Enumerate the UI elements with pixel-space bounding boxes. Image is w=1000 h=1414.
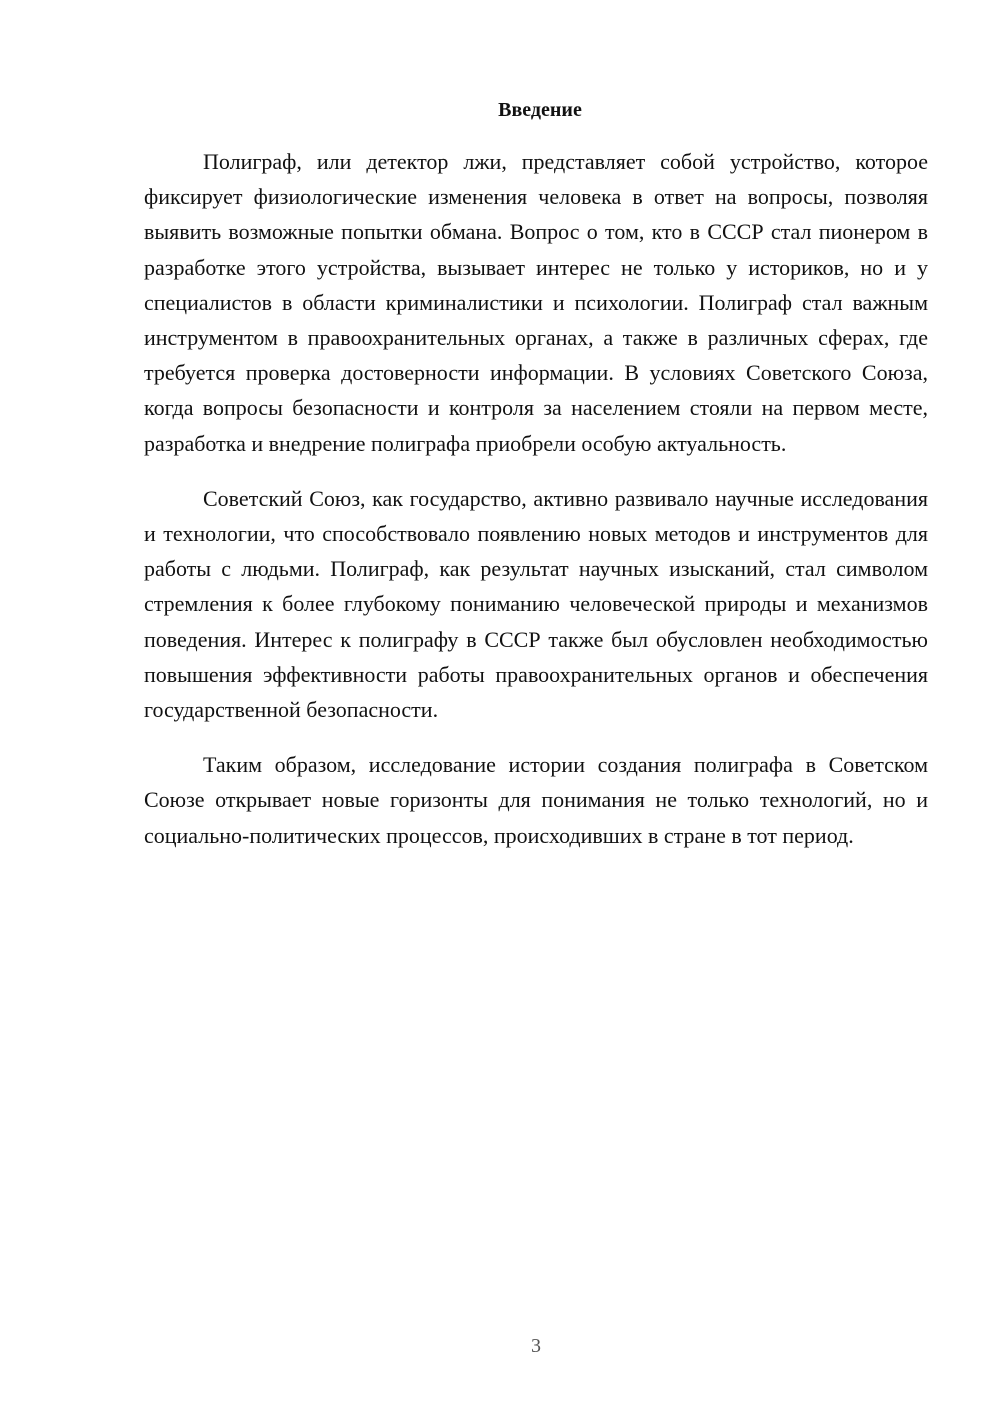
paragraph-3: Таким образом, исследование истории создания полиграфа в Советском Союзе открывает новые горизонты для понимания не только технологий, но и социально-политических процессов, происходивших в стране в тот период. [144, 752, 928, 848]
page-content [144, 96, 928, 873]
paragraph-2: Советский Союз, как государство, активно развивало научные исследования и технологии, что способствовало появлению новых методов и инструментов для работы с людьми. Полиграф, как результат научных изысканий, стал символом стремления к более глубокому пониманию человеческой природы и механизмов поведения. Интерес к полиграфу в СССР также был обусловлен необходимостью повышения эффективности работы правоохранительных органов и обеспечения государственной безопасности. [144, 485, 928, 723]
paragraph-1: Полиграф, или детектор лжи, представляет собой устройство, которое фиксирует физиологические изменения человека в ответ на вопросы, позволяя выявить возможные попытки обмана. Вопрос о том, кто в СССР стал пионером в разработке этого устройства, вызывает интерес не только у историков, но и у специалистов в области криминалистики и психологии. Полиграф стал важным инструментом в правоохранительных органах, а также в различных сферах, где требуется проверка достоверности информации. В условиях Советского Союза, когда вопросы безопасности и контроля за населением стояли на первом месте, разработка и внедрение полиграфа приобрели особую актуальность. [144, 149, 928, 456]
page-number: 3 [531, 1335, 541, 1357]
section-heading: Введение [498, 99, 582, 121]
